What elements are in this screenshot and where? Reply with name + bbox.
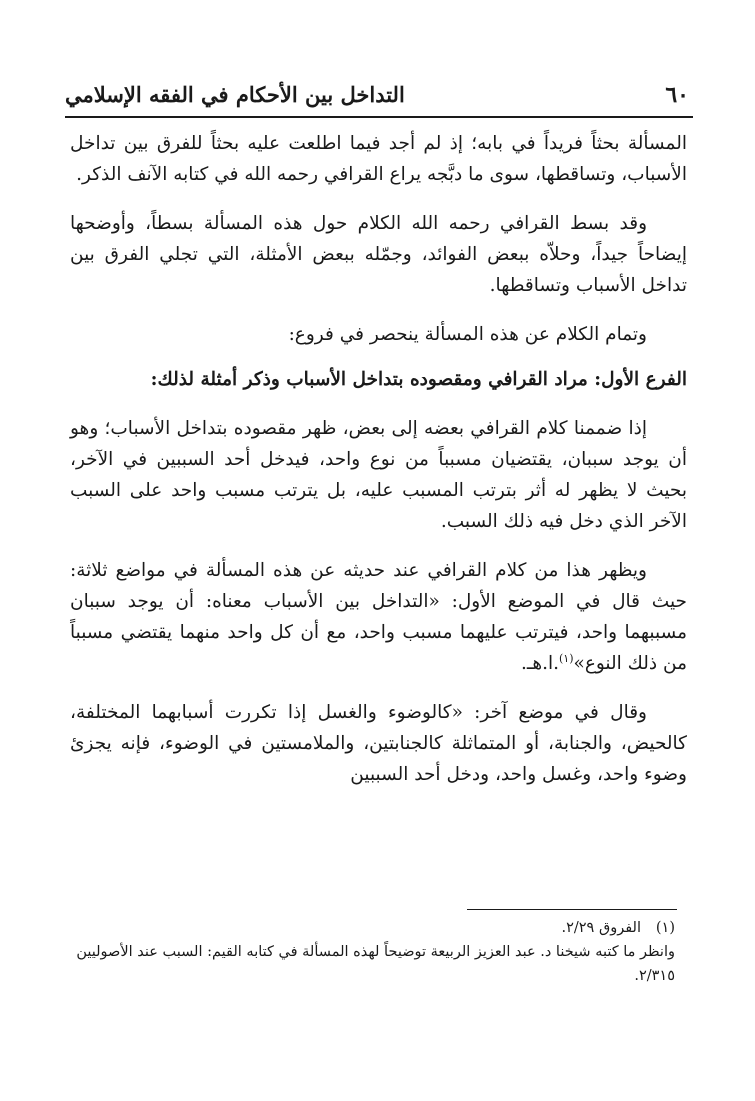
page-header xyxy=(65,80,689,114)
main-text xyxy=(70,128,687,808)
paragraph: إذا ضممنا كلام القرافي بعضه إلى بعض، ظهر مقصوده بتداخل الأسباب؛ وهو أن يوجد سببان، يقتضيان مسبباً من نوع واحد، فيدخل أحد السببين في الآخر، بحيث لا يظهر له أثر بترتب المسبب عليه، بل يترتب مسبب واحد على السبب الآخر الذي دخل فيه ذلك السبب. xyxy=(70,418,687,532)
footnote xyxy=(70,916,675,940)
paragraph: وتمام الكلام عن هذه المسألة ينحصر في فروع: xyxy=(288,324,647,345)
paragraph xyxy=(70,555,687,679)
footnote-rule xyxy=(467,909,677,910)
paragraph: وقد بسط القرافي رحمه الله الكلام حول هذه المسألة بسطاً، وأوضحها إيضاحاً جيداً، وحلاّه ببعض الفوائد، وجمّله ببعض الأمثلة، التي تجلي الفرق بين تداخل الأسباب وتساقطها. xyxy=(70,213,687,296)
footnotes xyxy=(70,916,675,988)
page-number: ٦٠ xyxy=(665,82,689,108)
footnote-reference[interactable]: (١) xyxy=(558,651,574,665)
section-heading: الفرع الأول: مراد القرافي ومقصوده بتداخل الأسباب وذكر أمثلة لذلك: xyxy=(150,369,687,390)
paragraph-text: ويظهر هذا من كلام القرافي عند حديثه عن هذه المسألة في مواضع ثلاثة: حيث قال في الموضع الأول: «التداخل بين الأسباب معناه: أن يوجد سببان مسببهما واحد، فيترتب عليهما مسبب واحد، مع أن كل واحد منهما يقتضي مسبباً من ذلك النوع» xyxy=(70,560,687,674)
paragraph-text: .ا.هـ. xyxy=(521,653,559,674)
header-rule xyxy=(65,116,693,118)
footnote-marker: (١) xyxy=(655,920,675,936)
footnote-text: الفروق ٢/٢٩. xyxy=(561,920,641,936)
footnote-continuation: وانظر ما كتبه شيخنا د. عبد العزيز الربيعة توضيحاً لهذه المسألة في كتابه القيم: السبب عند الأصوليين ٢/٣١٥. xyxy=(76,944,675,984)
paragraph-continuation: المسألة بحثاً فريداً في بابه؛ إذ لم أجد فيما اطلعت عليه بحثاً للفرق بين تداخل الأسباب، وتساقطها، سوى ما دبَّجه يراع القرافي رحمه الله في كتابه الآنف الذكر. xyxy=(70,133,687,185)
paragraph: وقال في موضع آخر: «كالوضوء والغسل إذا تكررت أسبابهما المختلفة، كالحيض، والجنابة، أو المتماثلة كالجنابتين، والملامستين في الوضوء، فإنه يجزئ وضوء واحد، وغسل واحد، ودخل أحد السببين xyxy=(70,702,687,785)
running-title: التداخل بين الأحكام في الفقه الإسلامي xyxy=(65,82,405,107)
